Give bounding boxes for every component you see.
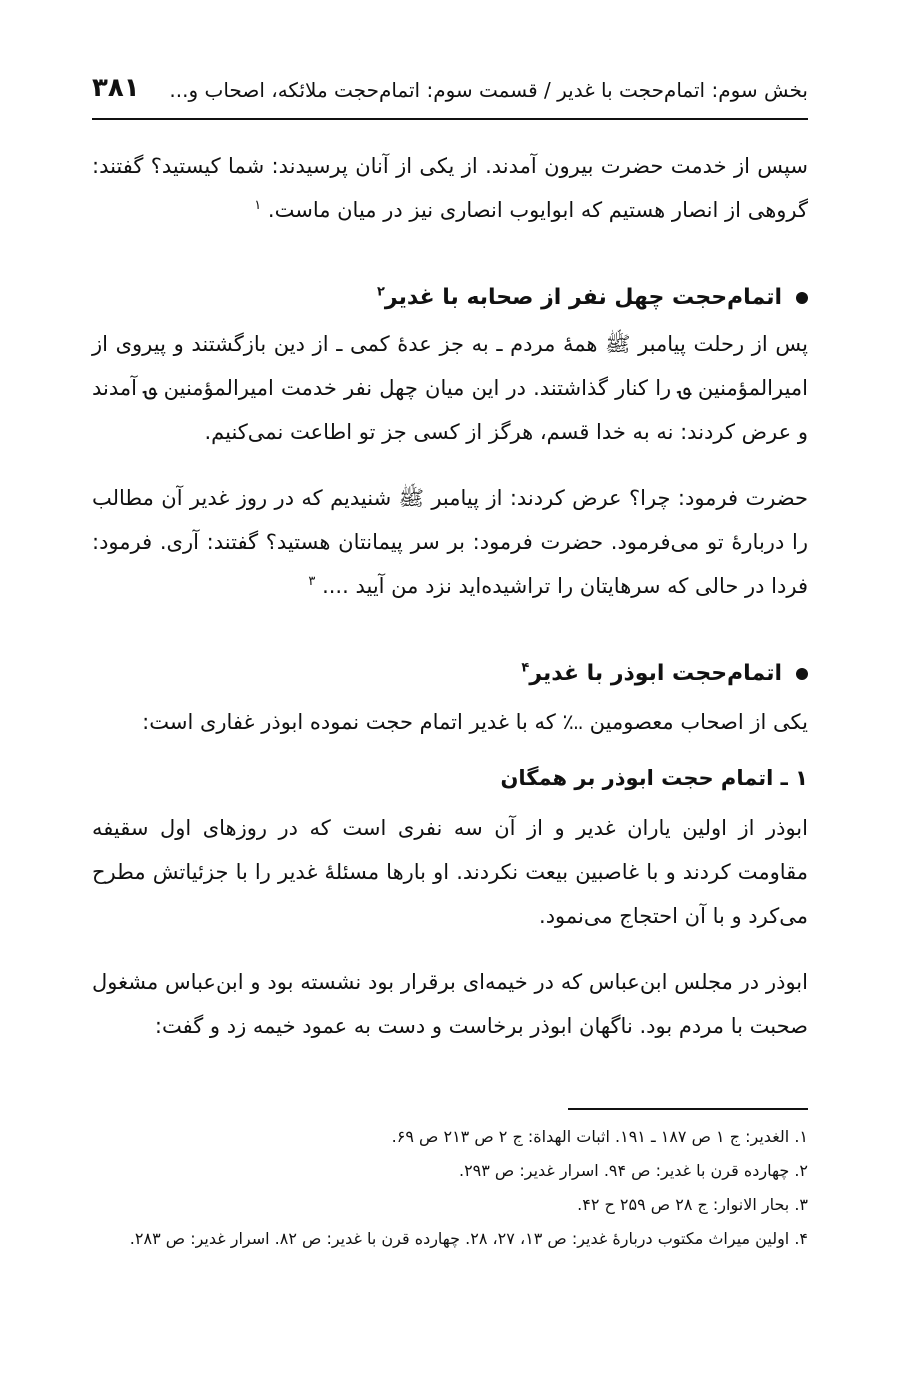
footnote-4: ۴. اولین میراث مکتوب دربارهٔ غدیر: ص ۱۳، ۲۷، ۲۸. چهارده قرن با غدیر: ص ۸۲. اسرار غدیر: ص ۲۸۳.: [129, 1229, 808, 1248]
paragraph-text: یکی از اصحاب معصومین ؊ که با غدیر اتمام حجت نموده ابوذر غفاری است:: [142, 710, 808, 734]
paragraph-abudhar-intro: [92, 700, 808, 744]
footnote-1: ۱. الغدیر: ج ۱ ص ۱۸۷ ـ ۱۹۱. اثبات الهداة: ج ۲ ص ۲۱۳ ص ۶۹.: [391, 1127, 808, 1146]
paragraph-text: ابوذر در مجلس ابن‌عباس که در خیمه‌ای برقرار بود نشسته بود و ابن‌عباس مشغول صحبت با مردم بود. ناگهان ابوذر برخاست و دست به عمود خیمه زد و گفت:: [92, 970, 808, 1038]
paragraph-intro: [92, 144, 808, 232]
running-header: [92, 72, 808, 120]
footnote-2: ۲. چهارده قرن با غدیر: ص ۹۴. اسرار غدیر: ص ۲۹۳.: [458, 1161, 808, 1180]
paragraph-imam-reply: [92, 476, 808, 608]
bullet-icon: [796, 668, 808, 680]
page-number: ۳۸۱: [92, 73, 140, 103]
footnote-ref: ۲: [376, 284, 385, 300]
paragraph-abudhar-first: [92, 806, 808, 938]
section-heading-forty-companions: [92, 278, 808, 318]
book-page: [92, 0, 808, 1390]
paragraph-abudhar-tent: [92, 960, 808, 1048]
heading-text: اتمام‌حجت ابوذر با غدیر: [529, 661, 782, 686]
section-heading-abudhar: [92, 654, 808, 694]
subheading-text: ۱ ـ اتمام حجت ابوذر بر همگان: [500, 766, 808, 790]
footnote-ref: ۴: [521, 660, 530, 676]
header-title: بخش سوم: اتمام‌حجت با غدیر / قسمت سوم: اتمام‌حجت ملائکه، اصحاب و...: [169, 78, 808, 102]
paragraph-text: ابوذر از اولین یاران غدیر و از آن سه نفری است که در روزهای اول سقیفه مقاومت کردند و با غاصبین بیعت نکردند. او بارها مسئلهٔ غدیر را با جزئیاتش مطرح می‌کرد و با آن احتجاج می‌نمود.: [92, 816, 808, 928]
footnote-ref: ۱: [254, 198, 262, 213]
paragraph-forty-companions: [92, 322, 808, 454]
paragraph-text: سپس از خدمت حضرت بیرون آمدند. از یکی از آنان پرسیدند: شما کیستید؟ گفتند: گروهی از انصار هستیم که ابوایوب انصاری نیز در میان ماست.: [92, 154, 808, 222]
footnote-3: ۳. بحار الانوار: ج ۲۸ ص ۲۵۹ ح ۴۲.: [577, 1195, 808, 1214]
footnote-ref: ۳: [308, 574, 316, 589]
subheading-abudhar-proof: [92, 758, 808, 798]
footnotes: [92, 1120, 808, 1256]
heading-text: اتمام‌حجت چهل نفر از صحابه با غدیر: [384, 285, 782, 310]
paragraph-text: حضرت فرمود: چرا؟ عرض کردند: از پیامبر ﷺ شنیدیم که در روز غدیر آن مطالب را دربارهٔ تو می‌فرمود. حضرت فرمود: بر سر پیمانتان هستید؟ گفتند: آری. فرمود: فردا در حالی که سرهایتان را تراشیده‌اید نزد من آیید ....: [92, 486, 808, 598]
paragraph-text: پس از رحلت پیامبر ﷺ همهٔ مردم ـ به جز عدهٔ کمی ـ از دین بازگشتند و پیروی از امیرالمؤمنین ؈ را کنار گذاشتند. در این میان چهل نفر خدمت امیرالمؤمنین ؈ آمدند و عرض کردند: نه به خدا قسم، هرگز از کسی جز تو اطاعت نمی‌کنیم.: [92, 332, 808, 444]
footnote-divider: [568, 1108, 808, 1110]
bullet-icon: [796, 292, 808, 304]
